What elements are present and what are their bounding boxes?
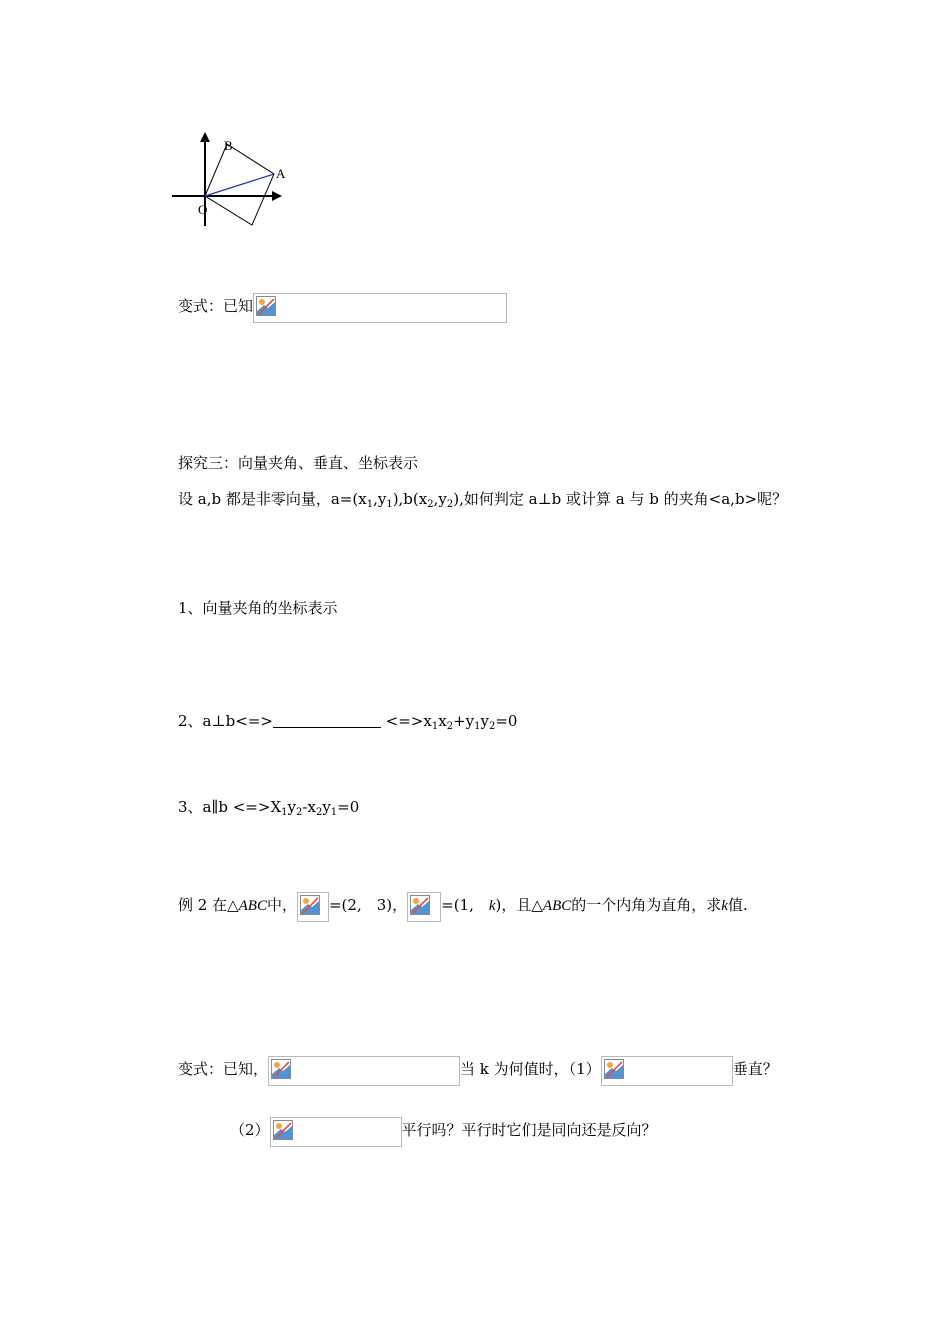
q-sub: 1 — [366, 499, 374, 510]
variant2-line2 — [230, 1117, 657, 1147]
broken-image-icon — [271, 1059, 291, 1079]
variant2-end: 垂直？ — [732, 1060, 778, 1078]
item2-text: y — [480, 712, 489, 730]
explore3-question — [178, 489, 787, 515]
item2-text: +y — [453, 712, 475, 730]
item2-text: x — [438, 712, 447, 730]
broken-image-icon — [273, 1120, 293, 1140]
vector-oa — [205, 174, 274, 196]
y-axis-arrow — [200, 132, 210, 142]
ex2-italic: k — [488, 898, 496, 914]
ex2-italic: ABC — [238, 898, 267, 914]
q-sub: 1 — [386, 499, 393, 510]
ex2-text: 例 2 在△ — [178, 896, 239, 914]
variant2-line1 — [178, 1056, 778, 1086]
ex2-italic: ABC — [542, 898, 572, 914]
fill-in-blank[interactable] — [273, 711, 381, 728]
q-text: ),如何判定 a⊥b 或计算 a 与 b 的夹角<a,b>呢？ — [453, 490, 788, 508]
image-placeholder — [297, 892, 329, 922]
item2 — [178, 711, 517, 737]
item2-sub: 1 — [431, 721, 439, 732]
explore3-title: 探究三：向量夹角、垂直、坐标表示 — [178, 454, 419, 472]
item3-sub: 1 — [281, 807, 288, 818]
q-text: 设 a,b 都是非零向量，a=(x — [178, 490, 367, 508]
vector-diagram — [168, 128, 293, 228]
q-sub: 2 — [446, 499, 454, 510]
ex2-text: 值. — [727, 896, 748, 914]
variant1-line — [178, 293, 507, 323]
item1: 1、向量夹角的坐标表示 — [178, 599, 338, 617]
label-o: O — [198, 202, 208, 217]
item3-text: -x — [302, 798, 316, 816]
variant2-prefix: 变式：已知， — [178, 1060, 269, 1078]
ex2-text: 的一个内角为直角，求 — [571, 896, 722, 914]
broken-image-icon — [604, 1059, 624, 1079]
example2 — [178, 892, 748, 922]
image-placeholder — [601, 1056, 733, 1086]
image-placeholder — [268, 1056, 460, 1086]
item3-sub: 2 — [315, 807, 323, 818]
ex2-text: )，且△ — [495, 896, 543, 914]
variant2-line2-end: 平行吗？平行时它们是同向还是反向？ — [401, 1121, 657, 1139]
ex2-text: =(2, 3)， — [328, 896, 408, 914]
ex2-italic: k — [721, 898, 728, 914]
item2-text: <=>x — [380, 712, 432, 730]
item3-sub: 1 — [330, 807, 338, 818]
q-text: ,y — [433, 490, 447, 508]
item3-text: y — [322, 798, 331, 816]
item2-sub: 2 — [488, 721, 496, 732]
broken-image-icon — [410, 895, 430, 915]
broken-image-icon — [256, 296, 276, 316]
ex2-text: 中， — [266, 896, 297, 914]
variant2-mid: 当 k 为何值时，（1） — [460, 1060, 601, 1078]
item3-text: y — [287, 798, 297, 816]
item2-text: =0 — [495, 712, 518, 730]
item2-sub: 2 — [446, 721, 454, 732]
item3-sub: 2 — [296, 807, 303, 818]
item3-text: 3、a∥b <=>X — [178, 798, 282, 816]
broken-image-icon — [300, 895, 320, 915]
item3 — [178, 797, 359, 823]
image-placeholder — [253, 293, 507, 323]
ex2-text: =(1, — [441, 896, 489, 914]
label-b: B — [224, 138, 233, 153]
item2-prefix: 2、a⊥b<=> — [178, 712, 273, 730]
image-placeholder — [270, 1117, 402, 1147]
q-sub: 2 — [427, 499, 434, 510]
label-a: A — [276, 166, 286, 181]
x-axis-arrow — [272, 191, 282, 201]
item2-sub: 1 — [474, 721, 481, 732]
item3-text: =0 — [337, 798, 360, 816]
variant1-prefix: 变式：已知 — [178, 297, 254, 315]
variant2-line2-prefix: （2） — [230, 1121, 270, 1139]
image-placeholder — [407, 892, 441, 922]
q-text: ,y — [373, 490, 387, 508]
q-text: ),b(x — [392, 490, 428, 508]
